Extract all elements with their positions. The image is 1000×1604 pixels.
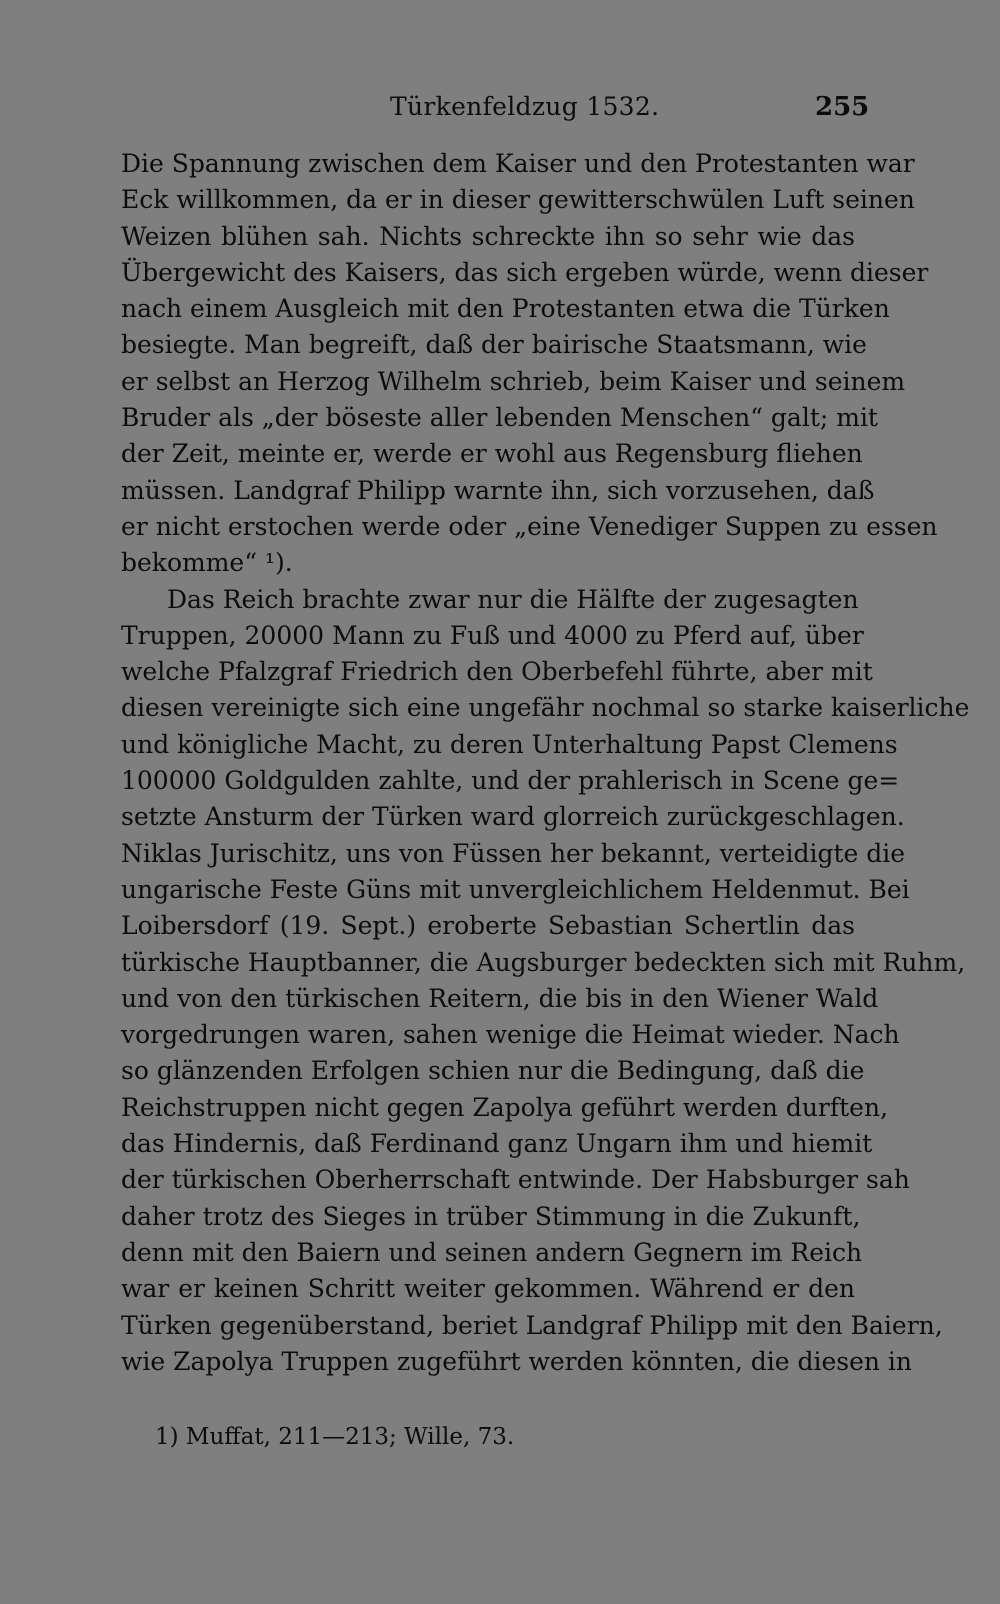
footnote: 1) Muffat, 211—213; Wille, 73. [155, 1424, 515, 1450]
text-line: Übergewicht des Kaisers, das sich ergeben würde, wenn dieser [121, 257, 929, 287]
running-title: Türkenfeldzug 1532. [390, 92, 660, 121]
text-line: wie Zapolya Truppen zugeführt werden könnten, die diesen in [121, 1346, 913, 1376]
text-line: diesen vereinigte sich eine ungefähr nochmal so starke kaiserliche [121, 693, 970, 723]
text-line: daher trotz des Sieges in trüber Stimmung in die Zukunft, [121, 1201, 861, 1231]
text-line: Weizen blühen sah. Nichts schreckte ihn so sehr wie das [121, 221, 855, 251]
text-line: 100000 Goldgulden zahlte, und der prahlerisch in Scene ge= [121, 766, 900, 796]
text-line: Türken gegenüberstand, beriet Landgraf Philipp mit den Baiern, [121, 1310, 943, 1340]
text-line: vorgedrungen waren, sahen wenige die Heimat wieder. Nach [121, 1020, 900, 1050]
text-line: war er keinen Schritt weiter gekommen. Während er den [121, 1274, 855, 1304]
body-text [121, 146, 970, 1380]
page-number: 255 [815, 92, 870, 122]
text-line: denn mit den Baiern und seinen andern Gegnern im Reich [121, 1237, 863, 1267]
text-line: setzte Ansturm der Türken ward glorreich zurückgeschlagen. [121, 802, 905, 832]
text-line: bekomme“ ¹). [121, 548, 293, 578]
text-line: Niklas Jurischitz, uns von Füssen her bekannt, verteidigte die [121, 838, 906, 868]
text-line: besiegte. Man begreift, daß der bairische Staatsmann, wie [121, 330, 867, 360]
running-head [0, 88, 1000, 128]
text-line: Die Spannung zwischen dem Kaiser und den Protestanten war [121, 149, 915, 178]
text-line: nach einem Ausgleich mit den Protestanten etwa die Türken [121, 294, 890, 324]
text-line: und von den türkischen Reitern, die bis in den Wiener Wald [121, 983, 879, 1013]
text-line: das Hindernis, daß Ferdinand ganz Ungarn ihm und hiemit [121, 1129, 873, 1159]
text-line: Truppen, 20000 Mann zu Fuß und 4000 zu Pferd auf, über [121, 620, 864, 650]
text-line: der türkischen Oberherrschaft entwinde. Der Habsburger sah [121, 1165, 910, 1195]
text-line: Reichstruppen nicht gegen Zapolya geführt werden durften, [121, 1092, 889, 1122]
text-line: Das Reich brachte zwar nur die Hälfte der zugesagten [167, 584, 859, 614]
text-line: Loibersdorf (19. Sept.) eroberte Sebastian Schertlin das [121, 911, 855, 941]
text-line: Bruder als „der böseste aller lebenden Menschen“ galt; mit [121, 403, 878, 433]
text-line: ungarische Feste Güns mit unvergleichlichem Heldenmut. Bei [121, 874, 910, 904]
text-line: der Zeit, meinte er, werde er wohl aus Regensburg fliehen [121, 439, 863, 469]
text-line: Eck willkommen, da er in dieser gewitterschwülen Luft seinen [121, 185, 915, 215]
text-line: türkische Hauptbanner, die Augsburger bedeckten sich mit Ruhm, [121, 947, 966, 977]
text-line: und königliche Macht, zu deren Unterhaltung Papst Clemens [121, 729, 898, 759]
text-line: er selbst an Herzog Wilhelm schrieb, beim Kaiser und seinem [121, 366, 906, 396]
text-line: welche Pfalzgraf Friedrich den Oberbefehl führte, aber mit [121, 657, 873, 687]
text-line: müssen. Landgraf Philipp warnte ihn, sich vorzusehen, daß [121, 475, 875, 505]
text-line: er nicht erstochen werde oder „eine Venediger Suppen zu essen [121, 511, 938, 541]
text-line: so glänzenden Erfolgen schien nur die Bedingung, daß die [121, 1056, 865, 1086]
